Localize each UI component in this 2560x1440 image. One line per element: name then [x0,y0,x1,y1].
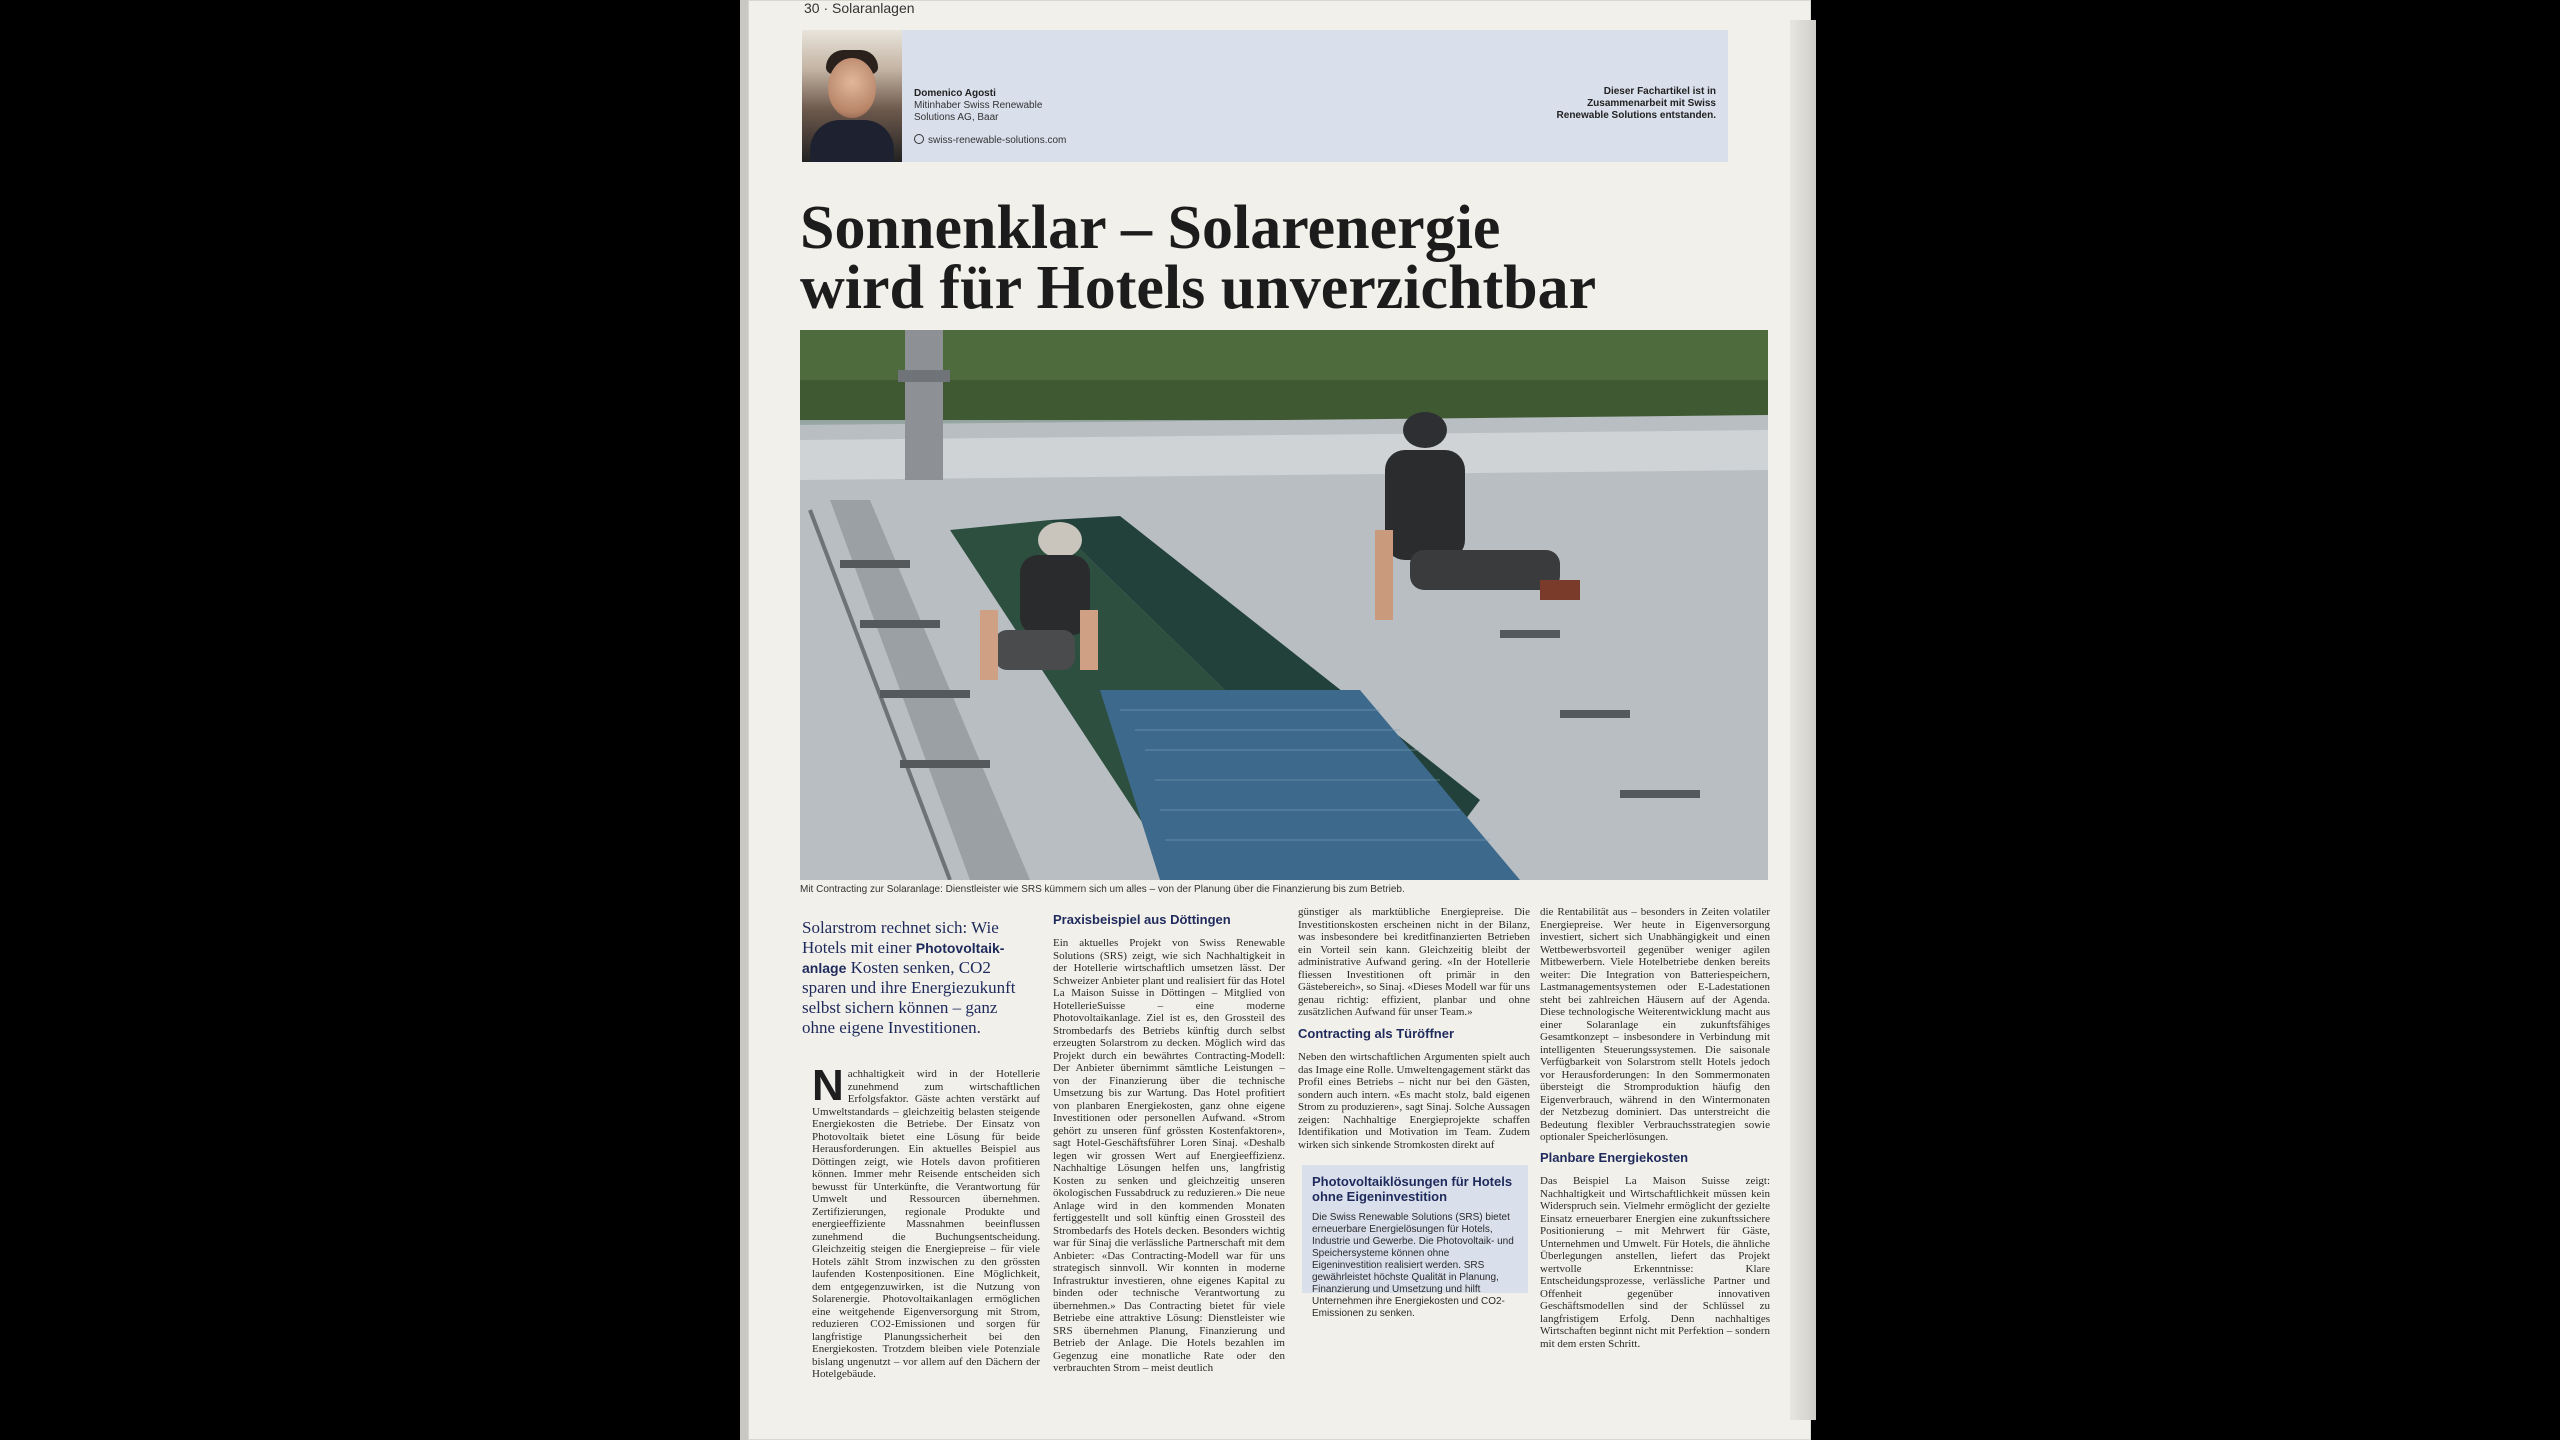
heading-praxisbeispiel: Praxisbeispiel aus Döttingen [1053,912,1231,927]
paper-edge [1790,20,1816,1420]
column-3-text-b: Neben den wirtschaftlichen Argumenten spielt auch das Image eine Rolle. Umweltengagement stärkt das Profil eines Betriebs – nicht nur bei den Gästen, sondern auch intern. «Es macht stolz, bald eigenen Strom zu produzieren», sagt Sinaj. Solche Aussagen zeigen: Nachhaltige Energieprojekte schaffen Identifikation und Motivation im Team. Zudem wirken sich sinkende Stromkosten direkt auf [1298,1051,1530,1151]
column-1 [812,1061,1040,1381]
column-2-text: Ein aktuelles Projekt von Swiss Renewable Solutions (SRS) zeigt, wie sich Nachhaltigkeit in der Hotellerie wirtschaftlich umsetzen lässt. Der Schweizer Anbieter plant und realisiert für das Hotel La Maison Suisse in Döttingen – Mitglied von HotellerieSuisse – eine moderne Photovoltaikanlage. Ziel ist es, den Grossteil des Strombedarfs des Betriebs künftig durch selbst erzeugten Solarstrom zu decken. Möglich wird das Projekt durch ein bewährtes Contracting-Modell: Der Anbieter übernimmt sämtliche Leistungen – von der Finanzierung über die technische Umsetzung bis zur Wartung. Das Hotel profitiert von planbaren Energiekosten, ganz ohne eigene Investitionen oder personellen Aufwand. «Strom gehört zu unseren fünf grössten Kostenfaktoren», sagt Hotel-Geschäftsführer Loren Sinaj. «Deshalb legen wir grossen Wert auf Energieeffizienz. Nachhaltige Lösungen helfen uns, langfristig Kosten zu senken und gleichzeitig unseren ökologischen Fussabdruck zu reduzieren.» Die neue Anlage wird in den kommenden Monaten fertiggestellt und soll künftig einen Grossteil des Strombedarfs des Hotels decken. Besonders wichtig war für Sinaj die verlässliche Partnerschaft mit dem Anbieter: «Das Contracting-Modell war für uns strategisch sinnvoll. Wir konnten in moderne Infrastruktur investieren, ohne eigenes Kapital zu binden oder technische Verantwortung zu übernehmen.» Das Contracting bietet für viele Betriebe eine attraktive Lösung: Dienstleister wie SRS übernehmen Planung, Finanzierung und Betrieb der Anlage. Die Hotels bezahlen im Gegenzug eine monatliche Rate oder den verbrauchten Strom – meist deutlich [1053,937,1285,1374]
solar-roof-photo [800,330,1768,880]
author-website [914,134,1066,146]
headline [800,194,1740,322]
info-box-title: Photovoltaiklösungen für Hotels ohne Eigeninvestition [1312,1174,1513,1204]
column-4-text-a: die Rentabilität aus – besonders in Zeiten volatiler Energiepreise. Wer heute in Eigenversorgung investiert, sichert sich Unabhängigkeit und einen Wettbewerbsvorteil gegenüber weniger agilen Mitbewerbern. Viele Hotelbetriebe denken bereits weiter: Die Integration von Batteriespeichern, Lastmanagementsystemen oder E-Ladestationen steht bei zahlreichen Häusern auf der Agenda. Diese technologische Weiterentwicklung macht aus einer Solaranlage ein zukunftsfähiges Gesamtkonzept – insbesondere in Verbindung mit intelligenten Steuerungssystemen. Die saisonale Verfügbarkeit von Solarstrom stellt Hotels jedoch vor Herausforderungen: In den Sommermonaten übersteigt die Stromproduktion häufig den Eigenverbrauch, während in den Wintermonaten der Netzbezug dominiert. Das unterstreicht die Bedeutung flexibler Verbrauchsstrategien sowie optionaler Speicherlösungen. [1540,906,1770,1143]
author-photo [802,30,902,162]
column-1-text: achhaltigkeit wird in der Hotellerie zunehmend zum wirtschaftlichen Erfolgsfaktor. Gäste achten verstärkt auf Umweltstandards – gleichzeitig belasten steigende Energiekosten die Betriebe. Der Einsatz von Photovoltaik bietet eine Lösung für beide Herausforderungen. Ein aktuelles Beispiel aus Döttingen zeigt, wie Hotels davon profitieren können. Immer mehr Reisende entscheiden sich bewusst für Unterkünfte, die Verantwortung für Umwelt und Ressourcen übernehmen. Zertifizierungen, regionale Produkte und energieeffiziente Massnahmen beeinflussen zunehmend die Buchungsentscheidung. Gleichzeitig steigen die Energiepreise – für viele Hotels zählt Strom inzwischen zu den grössten laufenden Kostenpositionen. Eine Möglichkeit, dem entgegenzuwirken, ist die Nutzung von Solarenergie. Photovoltaikanlagen ermöglichen eine weitgehende Eigenversorgung mit Strom, reduzieren CO2-Emissionen und sorgen für langfristige Planungssicherheit bei den Energiekosten. Trotzdem bleiben viele Potenziale bislang ungenutzt – vor allem auf den Dächern der Hotelgebäude. [812,1068,1040,1380]
lead-text-bold: Photovoltaik-anlage [802,940,1005,976]
heading-planbare: Planbare Energiekosten [1540,1150,1689,1165]
dropcap: N [812,1061,844,1110]
info-box-text: Die Swiss Renewable Solutions (SRS) bietet erneuerbare Energielösungen für Hotels, Industrie und Gewerbe. Die Photovoltaik- und Speichersysteme können ohne Eigeninvestition realisiert werden. SRS gewährleistet höchste Qualität in Planung, Finanzierung und Umsetzung und hilft Unternehmen ihre Energiekosten und CO2-Emissionen zu senken. [1312,1212,1514,1319]
author-website-text: swiss-renewable-solutions.com [928,135,1067,146]
lead-text-2: Kosten senken, CO2 sparen und ihre Energiezukunft selbst sichern können – ganz ohne eigene Investitionen. [802,958,1016,1037]
column-3-text-a: günstiger als marktübliche Energiepreise. Die Investitionskosten erscheinen nicht in der Bilanz, was insbesondere bei kreditfinanzierten Betrieben ein Vorteil sein kann. Gleichzeitig bleibt der administrative Aufwand gering. «In der Hotellerie fliessen Investitionen oft primär in den Gästebereich», so Sinaj. «Dieses Modell war für uns genau richtig: effizient, planbar und ohne zusätzlichen Aufwand für unser Team.» [1298,906,1530,1018]
headline-line-2: wird für Hotels unverzichtbar [800,254,1597,322]
article-photo [800,330,1768,880]
headline-line-1: Sonnenklar – Solarenergie [800,194,1501,262]
lead-paragraph [802,918,1028,1038]
author-name: Domenico Agosti [914,88,996,99]
photo-caption: Mit Contracting zur Solaranlage: Dienstleister wie SRS kümmern sich um alles – von der Planung über die Finanzierung bis zum Betrieb. [800,884,1405,895]
lead-text-1: Solarstrom rechnet sich: Wie Hotels mit einer [802,918,999,957]
column-4-text-b: Das Beispiel La Maison Suisse zeigt: Nachhaltigkeit und Wirtschaftlichkeit müssen kein Widerspruch sein. Vielmehr ermöglicht der gezielte Einsatz erneuerbarer Energien eine zukunftssichere Positionierung – mit Mehrwert für Gäste, Unternehmen und Umwelt. Für Hotels, die ähnliche Überlegungen anstellen, liefert das Projekt wertvolle Erkenntnisse: Klare Entscheidungsprozesse, verlässliche Partner und Offenheit gegenüber innovativen Geschäftsmodellen sind der Schlüssel zu langfristigem Erfolg. Denn nachhaltiges Wirtschaften beginnt nicht mit Perfektion – sondern mit dem ersten Schritt. [1540,1175,1770,1350]
author-role: Mitinhaber Swiss Renewable Solutions AG, Baar [914,100,1043,123]
sponsor-note: Dieser Fachartikel ist in Zusammenarbeit mit Swiss Renewable Solutions entstanden. [1556,86,1716,121]
heading-contracting: Contracting als Türöffner [1298,1026,1455,1041]
globe-icon [914,134,924,144]
page-section-label: 30 · Solaranlagen [804,0,915,16]
